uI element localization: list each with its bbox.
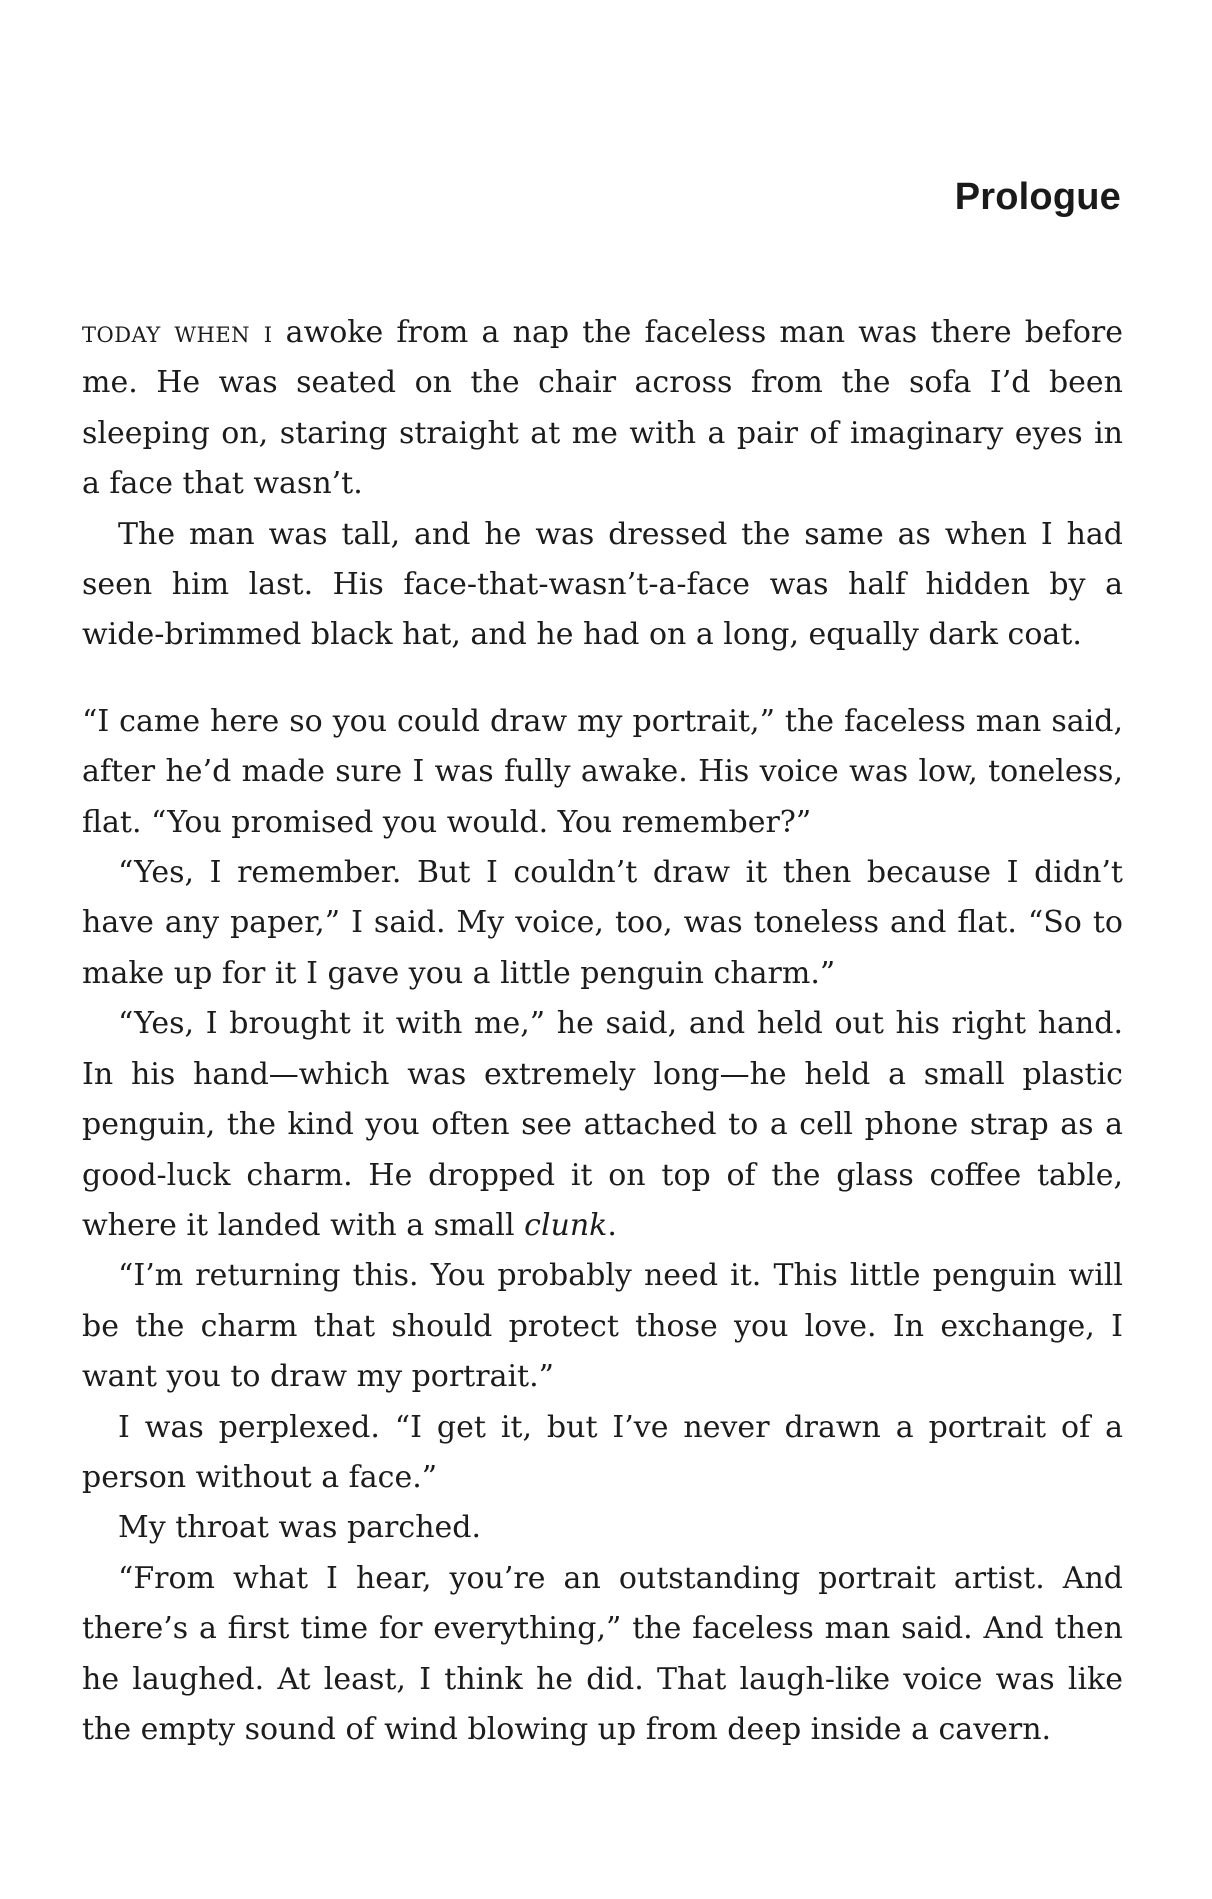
paragraph-5-italic: clunk [524,1207,608,1243]
paragraph-1-text: awoke from a nap the faceless man was there before me. He was seated on the chair across from the sofa I’d been sleeping on, staring straight at me with a pair of imaginary eyes in a face that wasn’t. [82,315,1123,502]
paragraph-9: “From what I hear, you’re an outstanding portrait artist. And there’s a first time for everything,” the faceless man said. And then he laughed. At least, I think he did. That laugh-like voice was like the empty sound of wind blowing up from deep inside a cavern. [82,1560,1123,1747]
paragraph-5-end: . [607,1207,617,1243]
paragraph-6: “I’m returning this. You probably need it. This little penguin will be the charm that should protect those you love. In exchange, I want you to draw my portrait.” [82,1258,1123,1395]
paragraph-5 [82,999,1123,1251]
body-text [82,308,1123,1755]
paragraph-1 [82,308,1123,510]
paragraph-4: “Yes, I remember. But I couldn’t draw it then because I didn’t have any paper,” I said. My voice, too, was toneless and flat. “So to make up for it I gave you a little penguin charm.” [82,855,1123,991]
paragraph-3: “I came here so you could draw my portrait,” the faceless man said, after he’d made sure I was fully awake. His voice was low, toneless, flat. “You promised you would. You remember?” [82,703,1123,840]
paragraph-7: I was perplexed. “I get it, but I’ve never drawn a portrait of a person without a face.” [82,1409,1123,1495]
paragraph-8: My throat was parched. [118,1510,482,1546]
chapter-title: Prologue [954,176,1121,218]
paragraph-1-lead: today when i [82,315,273,350]
paragraph-2: The man was tall, and he was dressed the same as when I had seen him last. His face-that-wasn’t-a-face was half hidden by a wide-brimmed black hat, and he had on a long, equally dark coat. [82,516,1123,653]
paragraph-5-text: “Yes, I brought it with me,” he said, and held out his right hand. In his hand—which was extremely long—he held a small plastic penguin, the kind you often see attached to a cell phone strap as a good-luck charm. He dropped it on top of the glass coffee table, where it landed with a small [82,1006,1123,1243]
